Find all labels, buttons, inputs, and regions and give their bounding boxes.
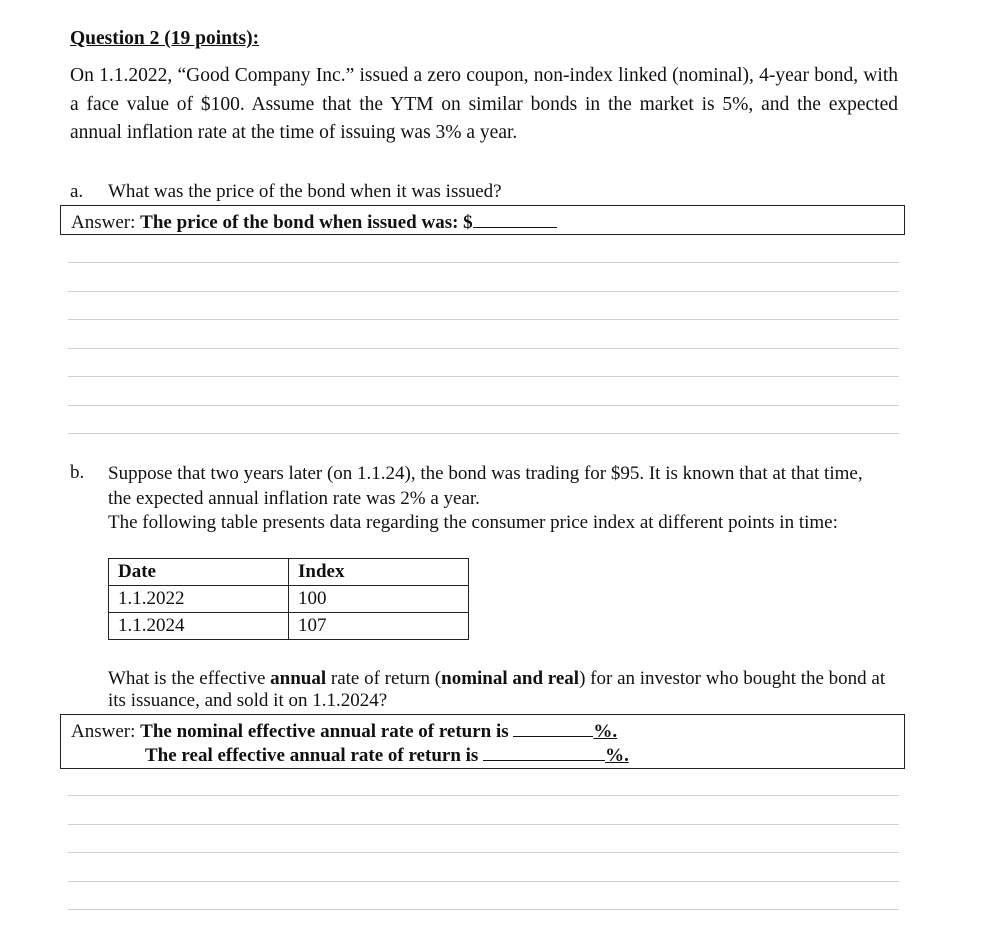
part-a-label: a.	[70, 181, 84, 202]
question-intro: On 1.1.2022, “Good Company Inc.” issued a zero coupon, non-index linked (nominal), 4-year bond, with a face value of $100. Assume that the YTM on similar bonds in the market is 5%, and the expected annual inflation rate at the time of issuing was 3% a year.	[70, 65, 898, 143]
part-a-answer-box[interactable]	[60, 205, 905, 235]
part-a-answer-line	[71, 210, 557, 234]
ruled-line	[68, 262, 899, 263]
ruled-line	[68, 881, 899, 882]
table-header-date: Date	[109, 559, 289, 586]
ruled-line	[68, 319, 899, 320]
ruled-line	[68, 852, 899, 853]
real-answer-line	[145, 743, 629, 767]
table-header-row	[109, 559, 469, 586]
table-cell-date: 1.1.2024	[109, 613, 289, 640]
ruled-line	[68, 795, 899, 796]
ruled-line	[68, 433, 899, 434]
ruled-line	[68, 376, 899, 377]
part-b-question-bold: nominal and real	[441, 668, 580, 689]
real-answer-text: The real effective annual rate of return is	[145, 745, 484, 766]
question-title: Question 2 (19 points):	[70, 28, 260, 49]
part-b-question-text: What is the effective	[108, 668, 271, 689]
nominal-percent: %.	[593, 721, 618, 742]
part-b-paragraph-2: The following table presents data regarding the consumer price index at different points in time:	[108, 512, 838, 533]
part-b-paragraph-1: Suppose that two years later (on 1.1.24), the bond was trading for $95. It is known that at that time, the expected annual inflation rate was 2% a year.	[108, 463, 863, 509]
part-b-question-text: ) for an investor who bought the bond at its issuance, and sold it on 1.1.2024?	[108, 668, 886, 711]
part-a-question: What was the price of the bond when it was issued?	[108, 181, 502, 202]
table-cell-index: 100	[289, 586, 469, 613]
cpi-table	[108, 558, 469, 640]
table-header-index: Index	[289, 559, 469, 586]
real-percent: %.	[605, 745, 629, 766]
table-cell-index: 107	[289, 613, 469, 640]
ruled-line	[68, 405, 899, 406]
part-b-text	[108, 462, 883, 536]
nominal-answer-text: The nominal effective annual rate of return is	[140, 721, 514, 742]
real-blank[interactable]	[483, 743, 605, 761]
part-b-question-bold: annual	[270, 668, 327, 689]
part-a-answer-text: The price of the bond when issued was: $	[140, 212, 473, 233]
ruled-line	[68, 909, 899, 910]
part-a-blank[interactable]	[473, 210, 557, 228]
answer-prefix: Answer:	[71, 212, 141, 233]
part-b-label: b.	[70, 462, 85, 483]
table-cell-date: 1.1.2022	[109, 586, 289, 613]
part-b-answer-box[interactable]	[60, 714, 905, 769]
nominal-answer-line	[71, 719, 617, 743]
part-b-question	[108, 668, 888, 712]
ruled-line	[68, 291, 899, 292]
nominal-blank[interactable]	[513, 719, 593, 737]
answer-prefix: Answer:	[71, 721, 141, 742]
table-row	[109, 613, 469, 640]
table-row	[109, 586, 469, 613]
part-b-question-text: rate of return (	[326, 668, 442, 689]
ruled-line	[68, 348, 899, 349]
ruled-line	[68, 824, 899, 825]
